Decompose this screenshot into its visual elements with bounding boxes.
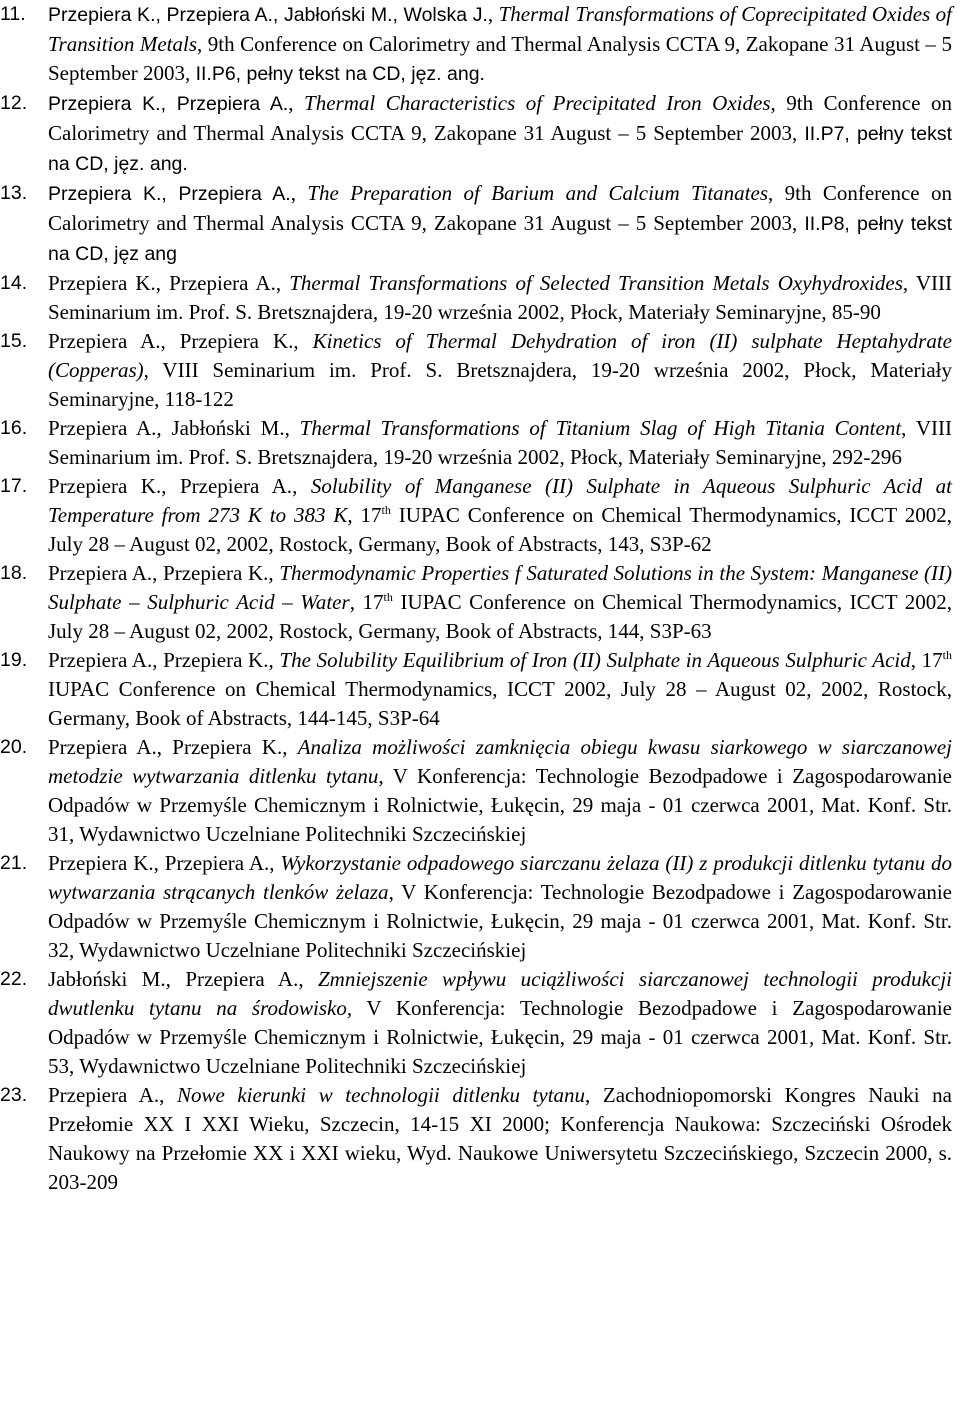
reference-text: , 9th Conference on Calorimetry and Thermal Analysis CCTA 9, Zakopane 31 August – 5 September 2003, — [48, 32, 952, 85]
reference-text: , 9th Conference on Calorimetry and Thermal Analysis CCTA 9, Zakopane 31 August – 5 September 2003, — [48, 91, 952, 145]
reference-text: , V Konferencja: Technologie Bezodpadowe i Zagospodarowanie Odpadów w Przemyśle Chemicznym i Rolnictwie, Łukęcin, 29 maja - 01 czerwca 2001, Mat. Konf. Str. 32, Wydawnictwo Uczelniane Politechniki Szczecińskiej — [48, 880, 952, 962]
reference-text: Jabłoński M., Przepiera A. — [48, 967, 299, 991]
reference-text: Przepiera A., Przepiera K. — [48, 648, 269, 672]
reference-item — [0, 89, 952, 179]
reference-text: , — [292, 474, 311, 498]
ordinal-superscript: th — [381, 503, 391, 518]
reference-text: , — [268, 561, 280, 585]
reference-text: , — [282, 735, 298, 759]
reference-title: The Preparation of Barium and Calcium Titanates — [307, 181, 768, 205]
reference-text: Przepiera A., Przepiera K. — [48, 561, 269, 585]
reference-item — [0, 1081, 952, 1197]
reference-text: , VIII Seminarium im. Prof. S. Bretsznajdera, 19-20 września 2002, Płock, Materiały Seminaryjne, 292-296 — [48, 416, 953, 469]
reference-number: 17. — [0, 475, 28, 497]
reference-number: 19. — [0, 649, 28, 671]
reference-text: , VIII Seminarium im. Prof. S. Bretsznajdera, 19-20 września 2002, Płock, Materiały Seminaryjne, 118-122 — [48, 358, 952, 411]
reference-title: Kinetics of Thermal Dehydration of iron (II) sulphate Heptahydrate (Copperas) — [48, 329, 952, 382]
reference-text: , — [269, 851, 281, 875]
reference-item — [0, 179, 952, 269]
ordinal-superscript: th — [942, 648, 953, 663]
reference-text: IUPAC Conference on Chemical Thermodynamics, ICCT 2002, July 28 – August 02, 2002, Rostock, Germany, Book of Abstracts, 143, S3P-62 — [48, 503, 953, 556]
reference-item — [0, 472, 952, 559]
reference-item — [0, 965, 952, 1081]
reference-text: Przepiera K., Przepiera A. — [48, 851, 270, 875]
reference-title: Wykorzystanie odpadowego siarczanu żelaza (II) z produkcji ditlenku tytanu do wytwarzania strącanych tlenków żelaza — [48, 851, 952, 904]
reference-title: Thermal Transformations of Coprecipitated Oxides of Transition Metals — [48, 2, 953, 56]
reference-text: , 17 — [347, 503, 382, 527]
reference-text-sans: Przepiera K., Przepiera A., Jabłoński M., Wolska J. — [48, 4, 488, 26]
reference-text-sans: Przepiera K., Przepiera A. — [48, 183, 291, 205]
reference-text: , — [290, 181, 308, 205]
reference-item — [0, 646, 952, 733]
reference-item — [0, 414, 952, 472]
reference-number: 18. — [0, 562, 28, 584]
reference-text: , — [293, 329, 313, 353]
reference-text: Przepiera K., Przepiera A. — [48, 474, 293, 498]
reference-text: , — [288, 91, 305, 115]
reference-number: 23. — [0, 1084, 28, 1106]
reference-text: , — [298, 967, 318, 991]
reference-item — [0, 0, 952, 89]
reference-text-sans: II.P6, pełny tekst na CD, jęz. ang. — [195, 63, 485, 85]
reference-text: , V Konferencja: Technologie Bezodpadowe i Zagospodarowanie Odpadów w Przemyśle Chemicznym i Rolnictwie, Łukęcin, 29 maja - 01 czerwca 2001, Mat. Konf. Str. 53, Wydawnictwo Uczelniane Politechniki Szczecińskiej — [48, 996, 952, 1078]
reference-text: , V Konferencja: Technologie Bezodpadowe i Zagospodarowanie Odpadów w Przemyśle Chemicznym i Rolnictwie, Łukęcin, 29 maja - 01 czerwca 2001, Mat. Konf. Str. 31, Wydawnictwo Uczelniane Politechniki Szczecińskiej — [48, 764, 952, 846]
reference-text: IUPAC Conference on Chemical Thermodynamics, ICCT 2002, July 28 – August 02, 2002, Rostock, Germany, Book of Abstracts, 144, S3P-63 — [48, 590, 952, 643]
reference-text: , 9th Conference on Calorimetry and Thermal Analysis CCTA 9, Zakopane 31 August – 5 September 2003, — [48, 181, 952, 235]
reference-title: The Solubility Equilibrium of Iron (II) Sulphate in Aqueous Sulphuric Acid — [279, 648, 911, 672]
reference-text: , 17 — [910, 648, 943, 672]
reference-title: Nowe kierunki w technologii ditlenku tytanu — [176, 1083, 586, 1107]
reference-text: Przepiera A., Przepiera K. — [48, 735, 283, 759]
reference-number: 20. — [0, 736, 28, 758]
reference-text: , — [284, 416, 300, 440]
reference-number: 15. — [0, 330, 28, 352]
reference-text: Przepiera A., Przepiera K. — [48, 329, 294, 353]
reference-text: , — [159, 1083, 177, 1107]
reference-text-sans: II.P8, pełny tekst na CD, jęz ang — [48, 213, 952, 265]
reference-title: Thermal Transformations of Titanium Slag of High Titania Content — [299, 416, 902, 440]
reference-text-sans: Przepiera K., Przepiera A. — [48, 93, 289, 115]
reference-item — [0, 269, 952, 327]
reference-title: Thermal Characteristics of Precipitated Iron Oxides — [304, 91, 771, 115]
reference-text-sans: II.P7, pełny tekst na CD, jęz. ang. — [48, 123, 952, 175]
reference-item — [0, 327, 952, 414]
reference-text: , — [268, 648, 280, 672]
reference-text: , Zachodniopomorski Kongres Nauki na Przełomie XX I XXI Wieku, Szczecin, 14-15 XI 2000; Konferencja Naukowa: Szczeciński Ośrodek Naukowy na Przełomie XX i XXI wieku, Wyd. Naukowe Uniwersytetu Szczecińskiego, Szczecin 2000, s. 203-209 — [48, 1083, 953, 1194]
reference-text: IUPAC Conference on Chemical Thermodynamics, ICCT 2002, July 28 – August 02, 2002, Rostock, Germany, Book of Abstracts, 144-145, S3P-64 — [48, 677, 952, 730]
reference-text: , — [487, 2, 499, 26]
ordinal-superscript: th — [383, 590, 393, 605]
reference-item — [0, 733, 952, 849]
reference-text: Przepiera K., Przepiera A. — [48, 271, 276, 295]
reference-text: , 17 — [349, 590, 384, 614]
reference-title: Zmniejszenie wpływu uciążliwości siarczanowej technologii produkcji dwutlenku tytanu na środowisko — [48, 967, 952, 1020]
reference-title: Analiza możliwości zamknięcia obiegu kwasu siarkowego w siarczanowej metodzie wytwarzania ditlenku tytanu — [48, 735, 952, 788]
reference-text: Przepiera A. — [48, 1083, 160, 1107]
reference-number: 13. — [0, 182, 28, 204]
reference-number: 21. — [0, 852, 28, 874]
reference-number: 12. — [0, 92, 28, 114]
reference-item — [0, 849, 952, 965]
reference-title: Thermal Transformations of Selected Transition Metals Oxyhydroxides — [289, 271, 903, 295]
reference-title: Solubility of Manganese (II) Sulphate in Aqueous Sulphuric Acid at Temperature from 273 K to 383 K — [48, 474, 953, 527]
reference-text: , — [275, 271, 290, 295]
reference-text: , VIII Seminarium im. Prof. S. Bretsznajdera, 19-20 września 2002, Płock, Materiały Seminaryjne, 85-90 — [48, 271, 952, 324]
reference-text: Przepiera A., Jabłoński M. — [48, 416, 285, 440]
reference-number: 11. — [0, 3, 26, 25]
reference-number: 22. — [0, 968, 28, 990]
reference-title: Thermodynamic Properties f Saturated Solutions in the System: Manganese (II) Sulphate – Sulphuric Acid – Water — [48, 561, 953, 614]
reference-number: 16. — [0, 417, 28, 439]
reference-item — [0, 559, 952, 646]
reference-number: 14. — [0, 272, 28, 294]
